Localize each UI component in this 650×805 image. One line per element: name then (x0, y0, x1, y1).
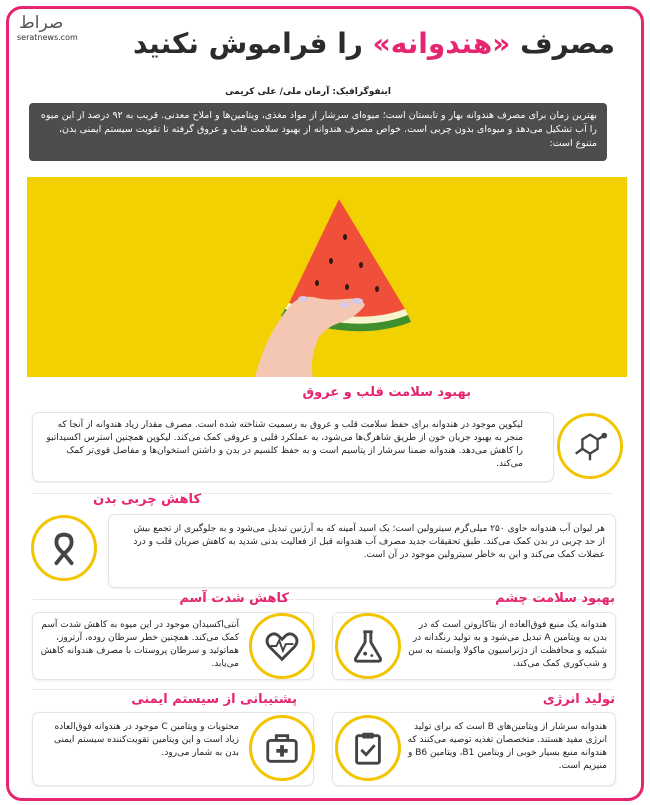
heart-pulse-icon (263, 627, 301, 665)
section-text-immune: محتویات و ویتامین C موجود در هندوانه فوق‌العاده زیاد است و این ویتامین تقویت‌کننده سیستم ایمنی بدن به شمار می‌رود. (53, 722, 239, 758)
section-title-energy: تولید انرژی (542, 692, 615, 707)
flask-icon (349, 627, 387, 665)
section-text-heart: لیکوپن موجود در هندوانه برای حفظ سلامت قلب و عروق به رسمیت شناخته شده است. مصرف مقدار زیاد هندوانه از آنجا که منجر به بهبود جریان خون از طریق شاهرگ‌ها می‌شود، به عملکرد قلبی و عروقی کمک می‌کند. لیکوپن همچنین استرس اکسیداتیو را کاهش می‌دهد. هندوانه ضمنا سرشار از پتاسیم است و به حفظ کلسیم در بدن و داشتن استخوان‌ها و مفاصل قوی‌تر کمک می‌کند. (46, 420, 523, 469)
title-prefix: مصرف (520, 27, 615, 60)
section-text-eye: هندوانه یک منبع فوق‌العاده از بتاکاروتن است که در بدن به ویتامین A تبدیل می‌شود و به تولید رنگدانه در شبکیه و محافظت از دژنراسیون ماکولا وابسته به سن و شب‌کوری کمک می‌کند. (408, 620, 607, 669)
first-aid-kit-icon (263, 729, 301, 767)
divider (33, 689, 613, 690)
section-title-heart: بهبود سلامت قلب و عروق (302, 385, 471, 400)
badge-asthma (249, 613, 315, 679)
badge-energy (335, 715, 401, 781)
badge-immune (249, 715, 315, 781)
badge-fat (31, 515, 97, 581)
section-title-immune: پشتیبانی از سیستم ایمنی (131, 692, 297, 707)
ribbon-icon (45, 529, 83, 567)
title-suffix: را فراموش نکنید (133, 27, 363, 60)
watermelon-hand-illustration (27, 177, 627, 377)
infographic-frame (6, 6, 644, 801)
page-title (95, 27, 615, 60)
watermelon-photo (27, 177, 627, 377)
section-text-fat: هر لیوان آب هندوانه حاوی ۲۵۰ میلی‌گرم سیترولین است؛ یک اسید آمینه که به آرژنین تبدیل می‌شود و به جلوگیری از تجمع بیش از حد چربی در بدن کمک می‌کند. طبق تحقیقات جدید مصرف آب هندوانه قبل از فعالیت بدنی شدید به کاهش ضربان قلب و درد عضلات کمک می‌کند و این به خاطر سیترولین موجود در آن است. (133, 524, 605, 560)
intro-box: بهترین زمان برای مصرف هندوانه بهار و تابستان است؛ میوه‌ای سرشار از مواد مغذی، ویتامین‌ها و املاح معدنی. قریب به ۹۲ درصد از این میوه را آب تشکیل می‌دهد و میوه‌ای بدون چربی است. خواص مصرف هندوانه از بهبود سلامت قلب و عروق گرفته تا تقویت سیستم ایمنی بدن، متنوع است: (29, 103, 607, 161)
section-title-eye: بهبود سلامت چشم (495, 591, 615, 606)
watermark-logo: صراط (19, 13, 64, 33)
credit-line: اینفوگرافیک: آرمان ملی/ علی کریمی (225, 87, 391, 97)
badge-heart (557, 413, 623, 479)
molecule-icon (571, 427, 609, 465)
section-title-asthma: کاهش شدت آسم (179, 591, 289, 606)
watermark-url: seratnews.com (17, 33, 78, 42)
clipboard-check-icon (349, 729, 387, 767)
section-text-energy: هندوانه سرشار از ویتامین‌های B است که برای تولید انرژی مفید هستند. متخصصان تغذیه توصیه می‌کنند که هندوانه منبع بسیار خوبی از ویتامین B1، ویتامین B6 و منیزیم است. (407, 722, 607, 771)
badge-eye (335, 613, 401, 679)
title-highlight: «هندوانه» (372, 27, 511, 60)
section-title-fat: کاهش چربی بدن (93, 492, 201, 507)
section-text-asthma: آنتی‌اکسیدان موجود در این میوه به کاهش شدت آسم کمک می‌کند. همچنین خطر سرطان روده، آرتروز، هماتوئید و سرطان پروستات با مصرف هندوانه کاهش می‌یابد. (40, 620, 239, 669)
